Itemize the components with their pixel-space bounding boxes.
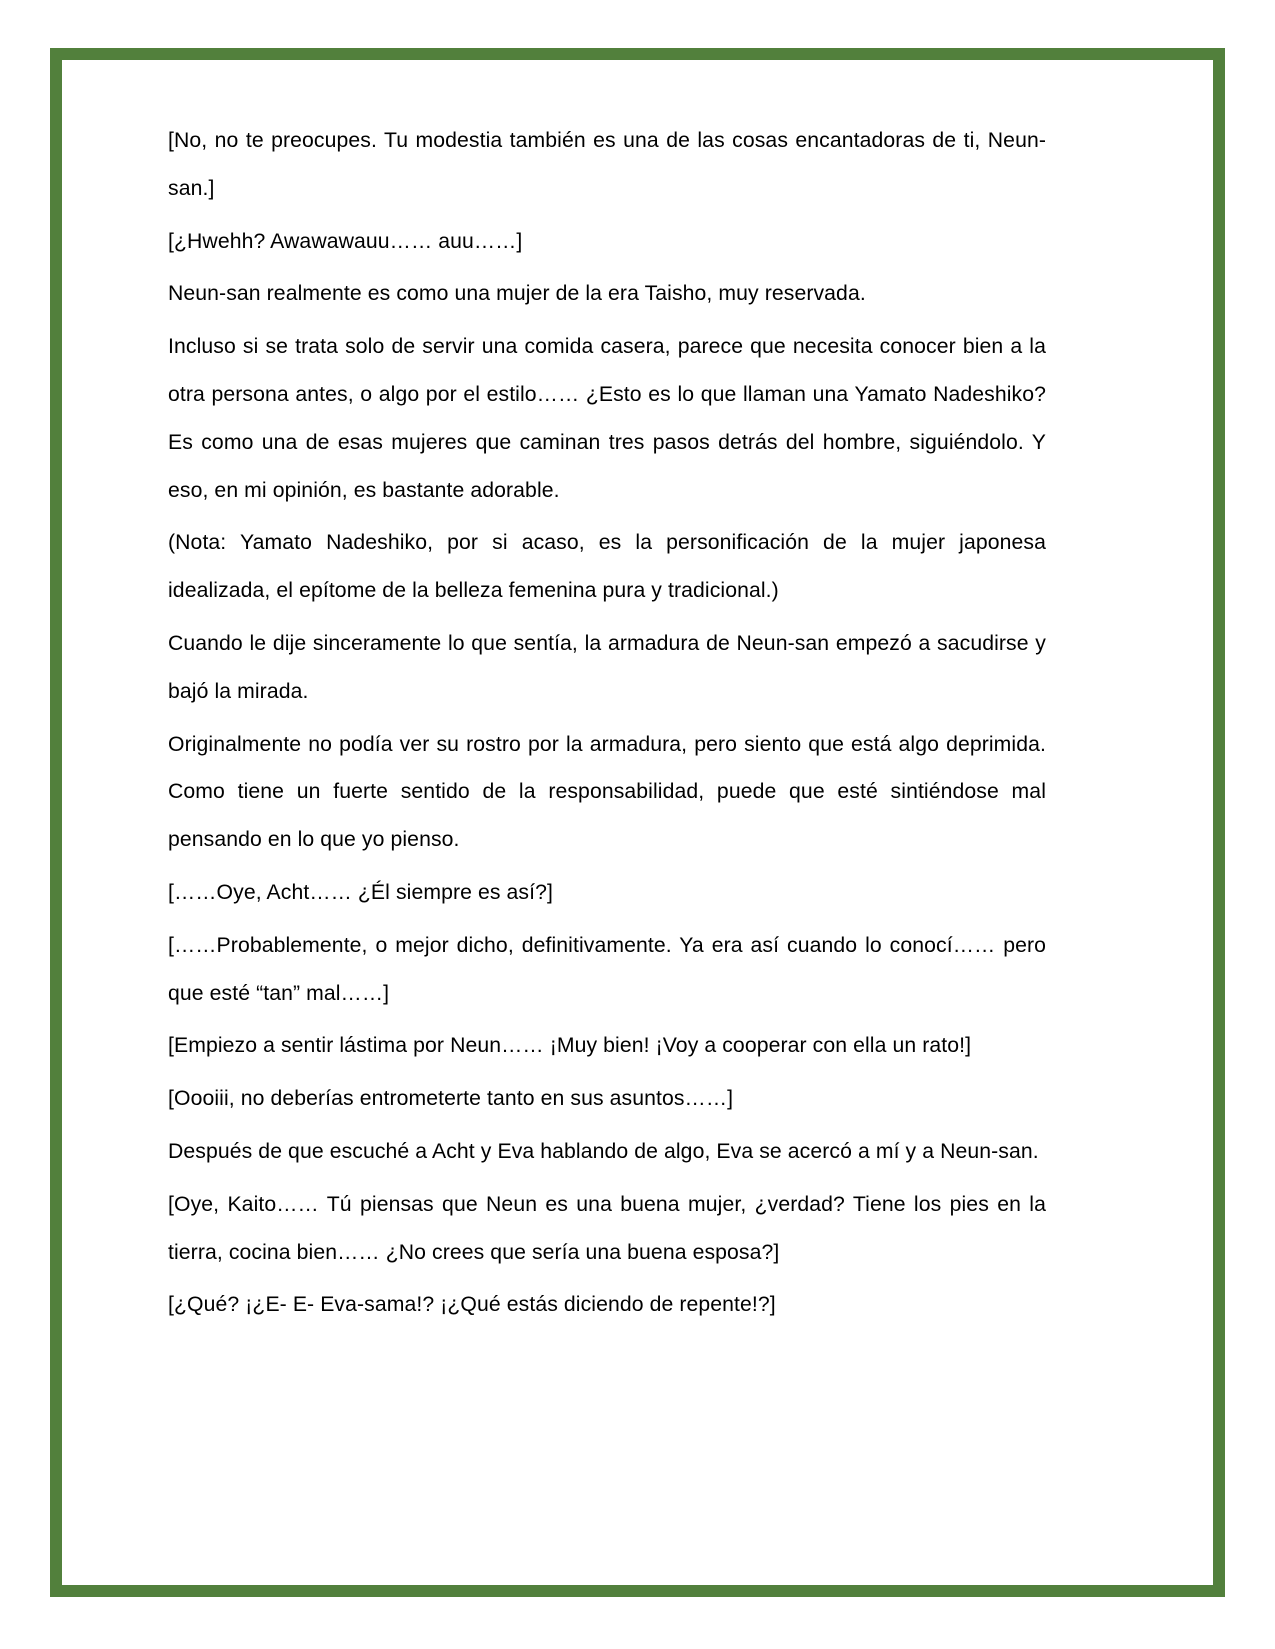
paragraph: [……Oye, Acht…… ¿Él siempre es así?] xyxy=(168,880,553,904)
paragraph: Cuando le dije sinceramente lo que sentía, la armadura de Neun-san empezó a sacudirse y bajó la mirada. xyxy=(168,631,1046,703)
paragraph: Después de que escuché a Acht y Eva hablando de algo, Eva se acercó a mí y a Neun-san. xyxy=(168,1139,1039,1163)
paragraph: Originalmente no podía ver su rostro por la armadura, pero siento que está algo deprimida. Como tiene un fuerte sentido de la responsabilidad, puede que esté sintiéndose mal pensando en lo que yo pienso. xyxy=(168,732,1046,852)
paragraph: [¿Hwehh? Awawawauu…… auu……] xyxy=(168,229,523,253)
paragraph: [Empiezo a sentir lástima por Neun…… ¡Muy bien! ¡Voy a cooperar con ella un rato!] xyxy=(168,1034,972,1058)
paragraph: [¿Qué? ¡¿E- E- Eva-sama!? ¡¿Qué estás diciendo de repente!?] xyxy=(168,1293,776,1317)
paragraph: [Oye, Kaito…… Tú piensas que Neun es una buena mujer, ¿verdad? Tiene los pies en la tierra, cocina bien…… ¿No crees que sería una buena esposa?] xyxy=(168,1192,1046,1264)
paragraph: Neun-san realmente es como una mujer de la era Taisho, muy reservada. xyxy=(168,282,866,306)
document-text-body xyxy=(168,117,1046,1329)
paragraph: Incluso si se trata solo de servir una comida casera, parece que necesita conocer bien a la otra persona antes, o algo por el estilo…… ¿Esto es lo que llaman una Yamato Nadeshiko? Es como una de esas mujeres que caminan tres pasos detrás del hombre, siguiéndolo. Y eso, en mi opinión, es bastante adorable. xyxy=(168,335,1046,502)
paragraph: [Oooiii, no deberías entrometerte tanto en sus asuntos……] xyxy=(168,1087,734,1111)
paragraph: [No, no te preocupes. Tu modestia también es una de las cosas encantadoras de ti, Neun-san.] xyxy=(168,129,1046,200)
paragraph: (Nota: Yamato Nadeshiko, por si acaso, es la personificación de la mujer japonesa idealizada, el epítome de la belleza femenina pura y tradicional.) xyxy=(168,531,1046,603)
document-frame xyxy=(50,48,1225,1597)
paragraph: [……Probablemente, o mejor dicho, definitivamente. Ya era así cuando lo conocí…… pero que esté “tan” mal……] xyxy=(168,933,1046,1005)
